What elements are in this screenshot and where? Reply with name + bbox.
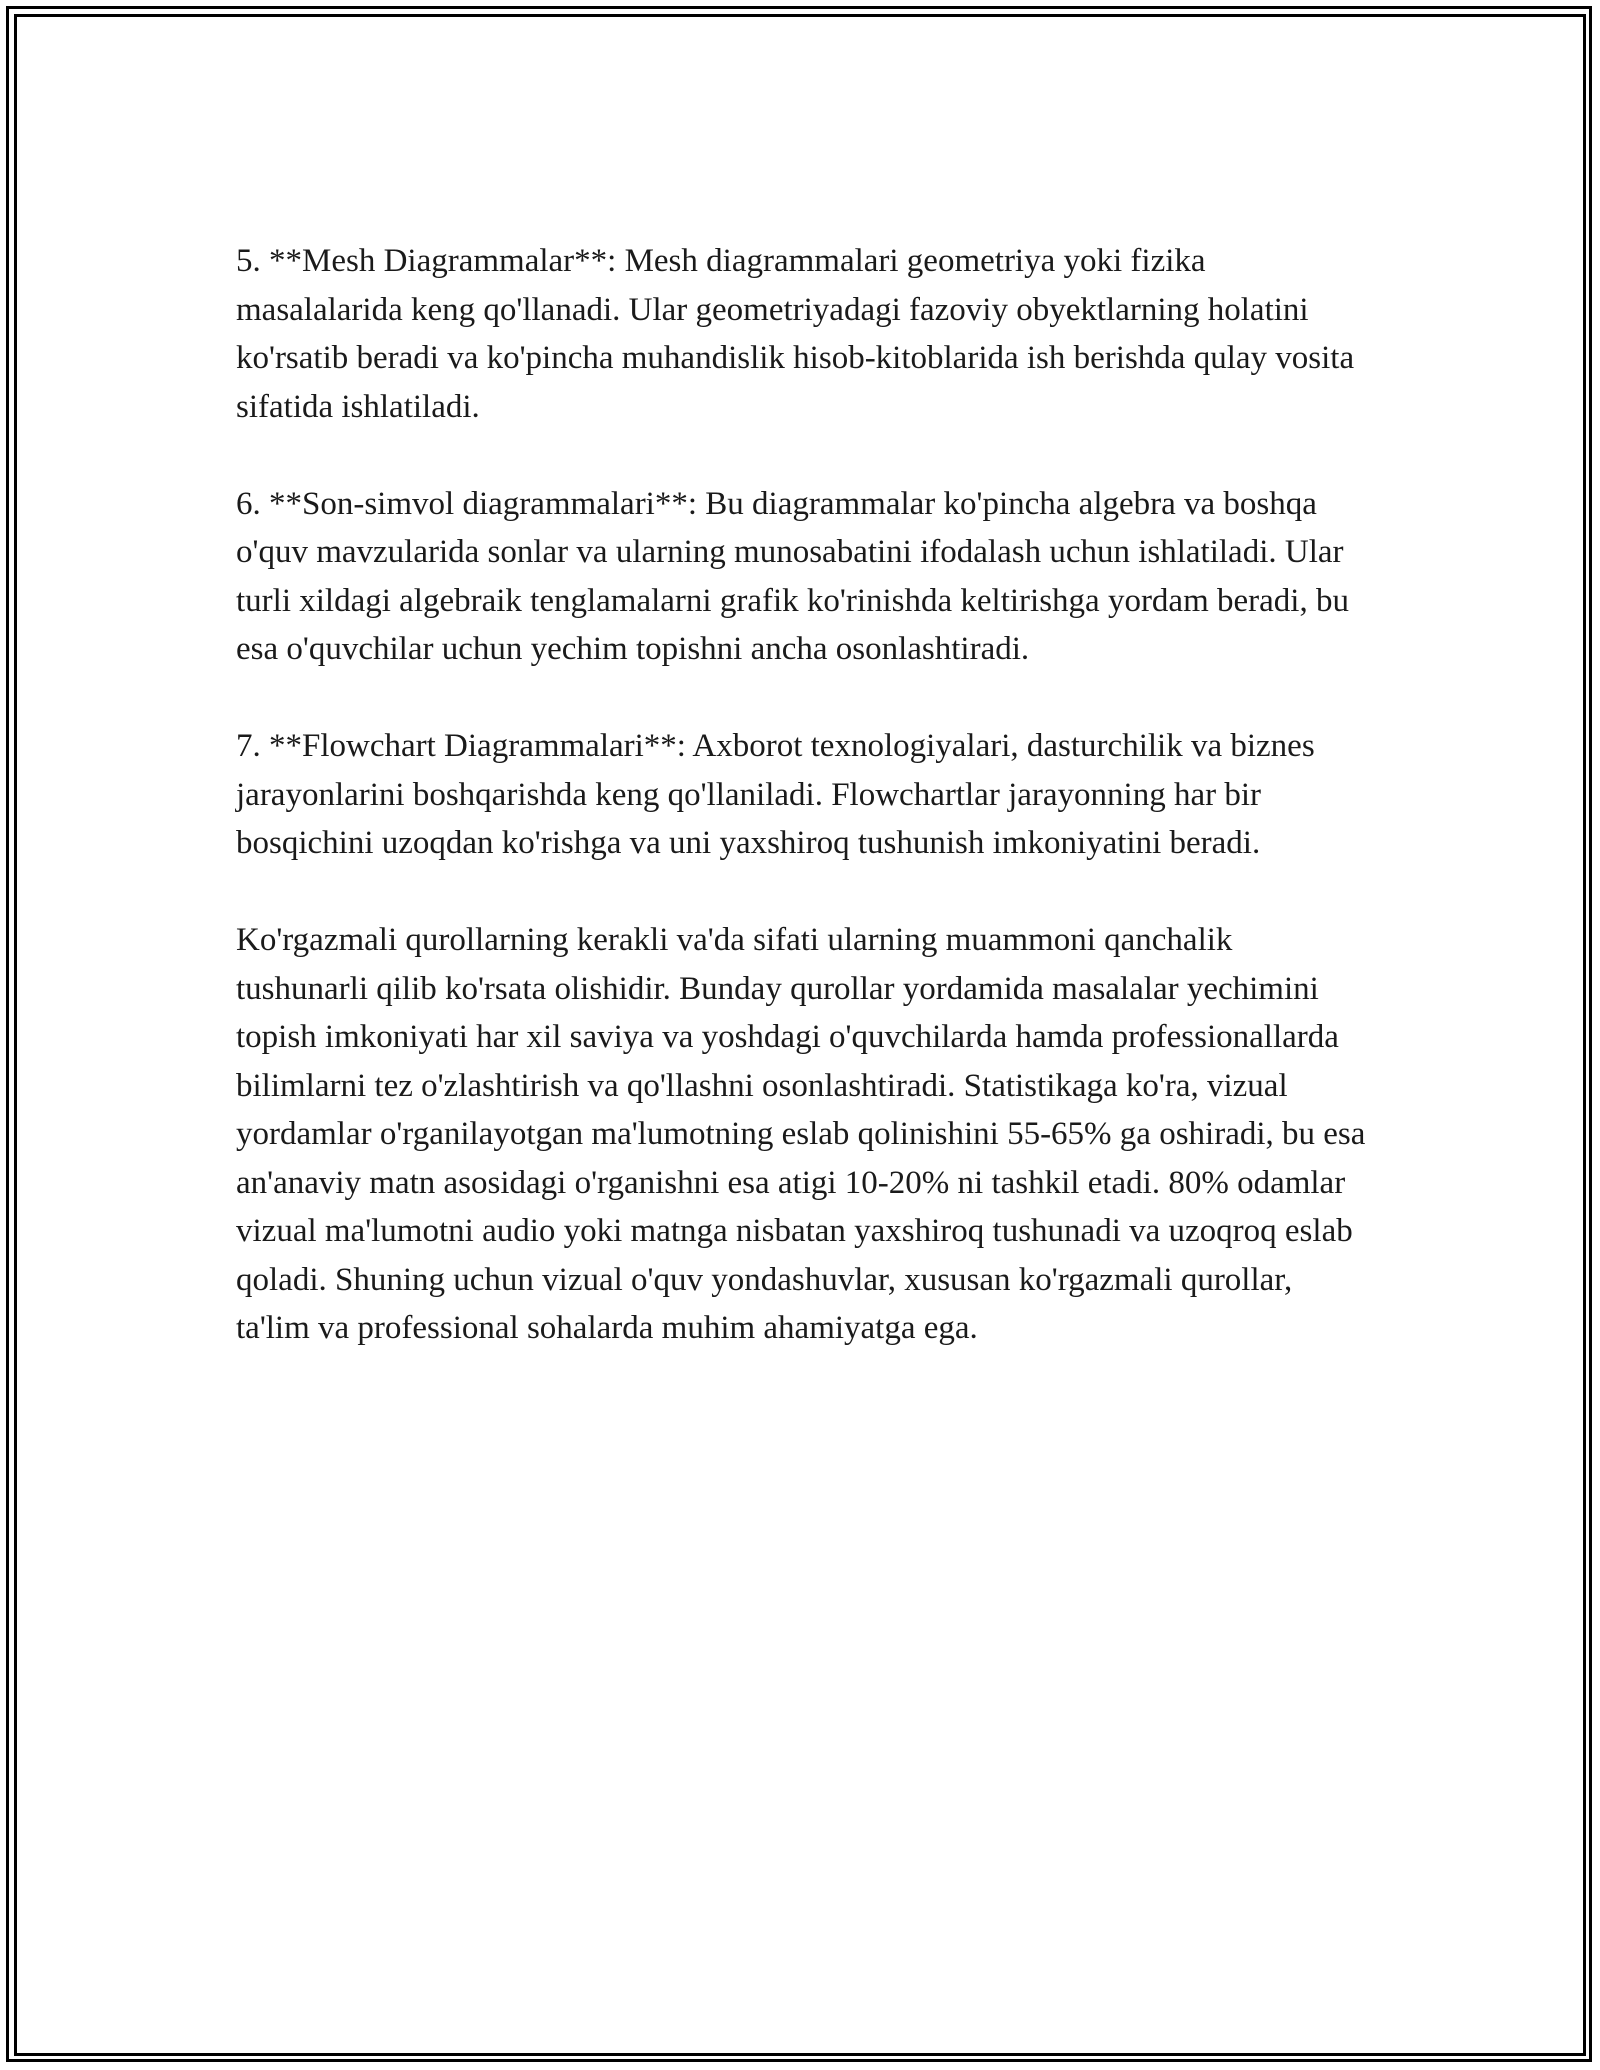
paragraph-number-symbol-diagrams: 6. **Son-simvol diagrammalari**: Bu diagrammalar ko'pincha algebra va boshqa o'quv mavzularida sonlar va ularning munosabatini ifodalash uchun ishlatiladi. Ular turli xildagi algebraik tenglamalarni grafik ko'rinishda keltirishga yordam beradi, bu esa o'quvchilar uchun yechim topishni ancha osonlashtiradi.	[236, 485, 1349, 667]
paragraph-visual-aids-summary: Ko'rgazmali qurollarning kerakli va'da sifati ularning muammoni qanchalik tushunarli qilib ko'rsata olishidir. Bunday qurollar yordamida masalalar yechimini topish imkoniyati har xil saviya va yoshdagi o'quvchilarda hamda professionallarda bilimlarni tez o'zlashtirish va qo'llashni osonlashtiradi. Statistikaga ko'ra, vizual yordamlar o'rganilayotgan ma'lumotning eslab qolinishini 55-65% ga oshiradi, bu esa an'anaviy matn asosidagi o'rganishni esa atigi 10-20% ni tashkil etadi. 80% odamlar vizual ma'lumotni audio yoki matnga nisbatan yaxshiroq tushunadi va uzoqroq eslab qoladi. Shuning uchun vizual o'quv yondashuvlar, xususan ko'rgazmali qurollar, ta'lim va professional sohalarda muhim ahamiyatga ega.	[236, 922, 1366, 1346]
document-body	[236, 237, 1366, 1401]
paragraph-flowchart-diagrams: 7. **Flowchart Diagrammalari**: Axborot texnologiyalari, dasturchilik va biznes jarayonlarini boshqarishda keng qo'llaniladi. Flowchartlar jarayonning har bir bosqichini uzoqdan ko'rishga va uni yaxshiroq tushunish imkoniyatini beradi.	[236, 728, 1315, 861]
paragraph-mesh-diagrams: 5. **Mesh Diagrammalar**: Mesh diagrammalari geometriya yoki fizika masalalarida keng qo'llanadi. Ular geometriyadagi fazoviy obyektlarning holatini ko'rsatib beradi va ko'pincha muhandislik hisob-kitoblarida ish berishda qulay vosita sifatida ishlatiladi.	[236, 243, 1355, 425]
